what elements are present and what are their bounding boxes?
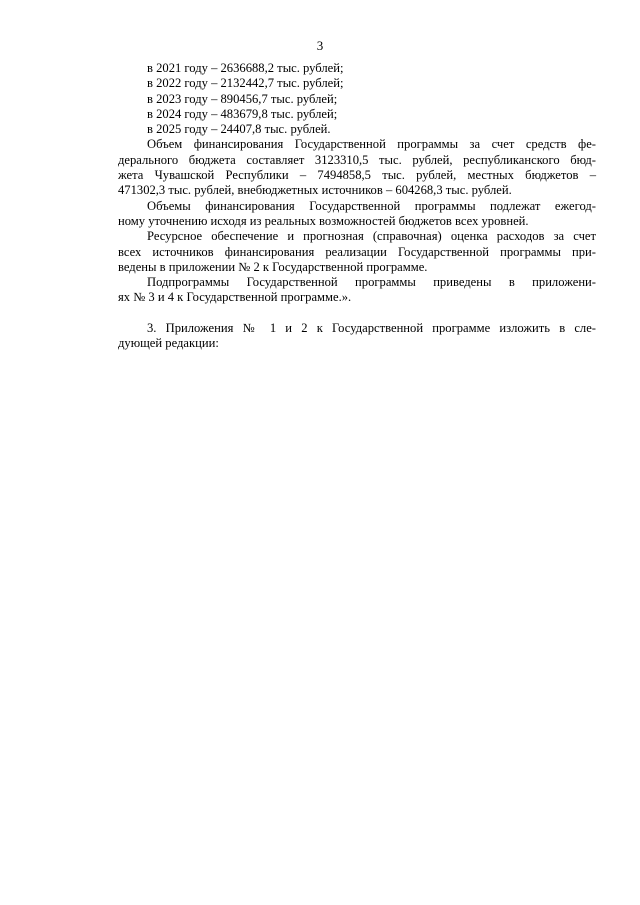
paragraph-annual-adjustment-line-1: Объемы финансирования Государственной программы подлежат ежегод- <box>147 198 596 213</box>
item-3-line-1: 3. Приложения № 1 и 2 к Государственной программе изложить в сле- <box>147 320 596 335</box>
paragraph-federal-funding-line-4: 471302,3 тыс. рублей, внебюджетных источников – 604268,3 тыс. рублей. <box>118 183 512 198</box>
paragraph-resource-support-line-3: ведены в приложении № 2 к Государственной программе. <box>118 259 428 274</box>
paragraph-resource-support-line-2: всех источников финансирования реализации Государственной программы при- <box>118 244 596 259</box>
paragraph-federal-funding-line-2: дерального бюджета составляет 3123310,5 тыс. рублей, республиканского бюд- <box>118 152 596 167</box>
paragraph-federal-funding-line-1: Объем финансирования Государственной программы за счет средств фе- <box>147 137 596 152</box>
paragraph-subprograms-line-1: Подпрограммы Государственной программы приведены в приложени- <box>147 275 596 290</box>
document-body <box>118 61 596 351</box>
paragraph-spacer <box>118 306 596 321</box>
page-number: 3 <box>316 38 324 53</box>
funding-line-2024: в 2024 году – 483679,8 тыс. рублей; <box>147 106 338 121</box>
item-3-line-2: дующей редакции: <box>118 336 219 351</box>
paragraph-subprograms-line-2: ях № 3 и 4 к Государственной программе.». <box>118 290 352 305</box>
paragraph-annual-adjustment-line-2: ному уточнению исходя из реальных возможностей бюджетов всех уровней. <box>118 213 529 228</box>
funding-line-2021: в 2021 году – 2636688,2 тыс. рублей; <box>147 61 344 75</box>
funding-line-2025: в 2025 году – 24407,8 тыс. рублей. <box>147 122 331 137</box>
funding-line-2022: в 2022 году – 2132442,7 тыс. рублей; <box>147 76 344 91</box>
paragraph-federal-funding-line-3: жета Чувашской Республики – 7494858,5 тыс. рублей, местных бюджетов – <box>118 168 596 183</box>
paragraph-resource-support-line-1: Ресурсное обеспечение и прогнозная (справочная) оценка расходов за счет <box>147 229 596 244</box>
funding-line-2023: в 2023 году – 890456,7 тыс. рублей; <box>147 91 338 106</box>
